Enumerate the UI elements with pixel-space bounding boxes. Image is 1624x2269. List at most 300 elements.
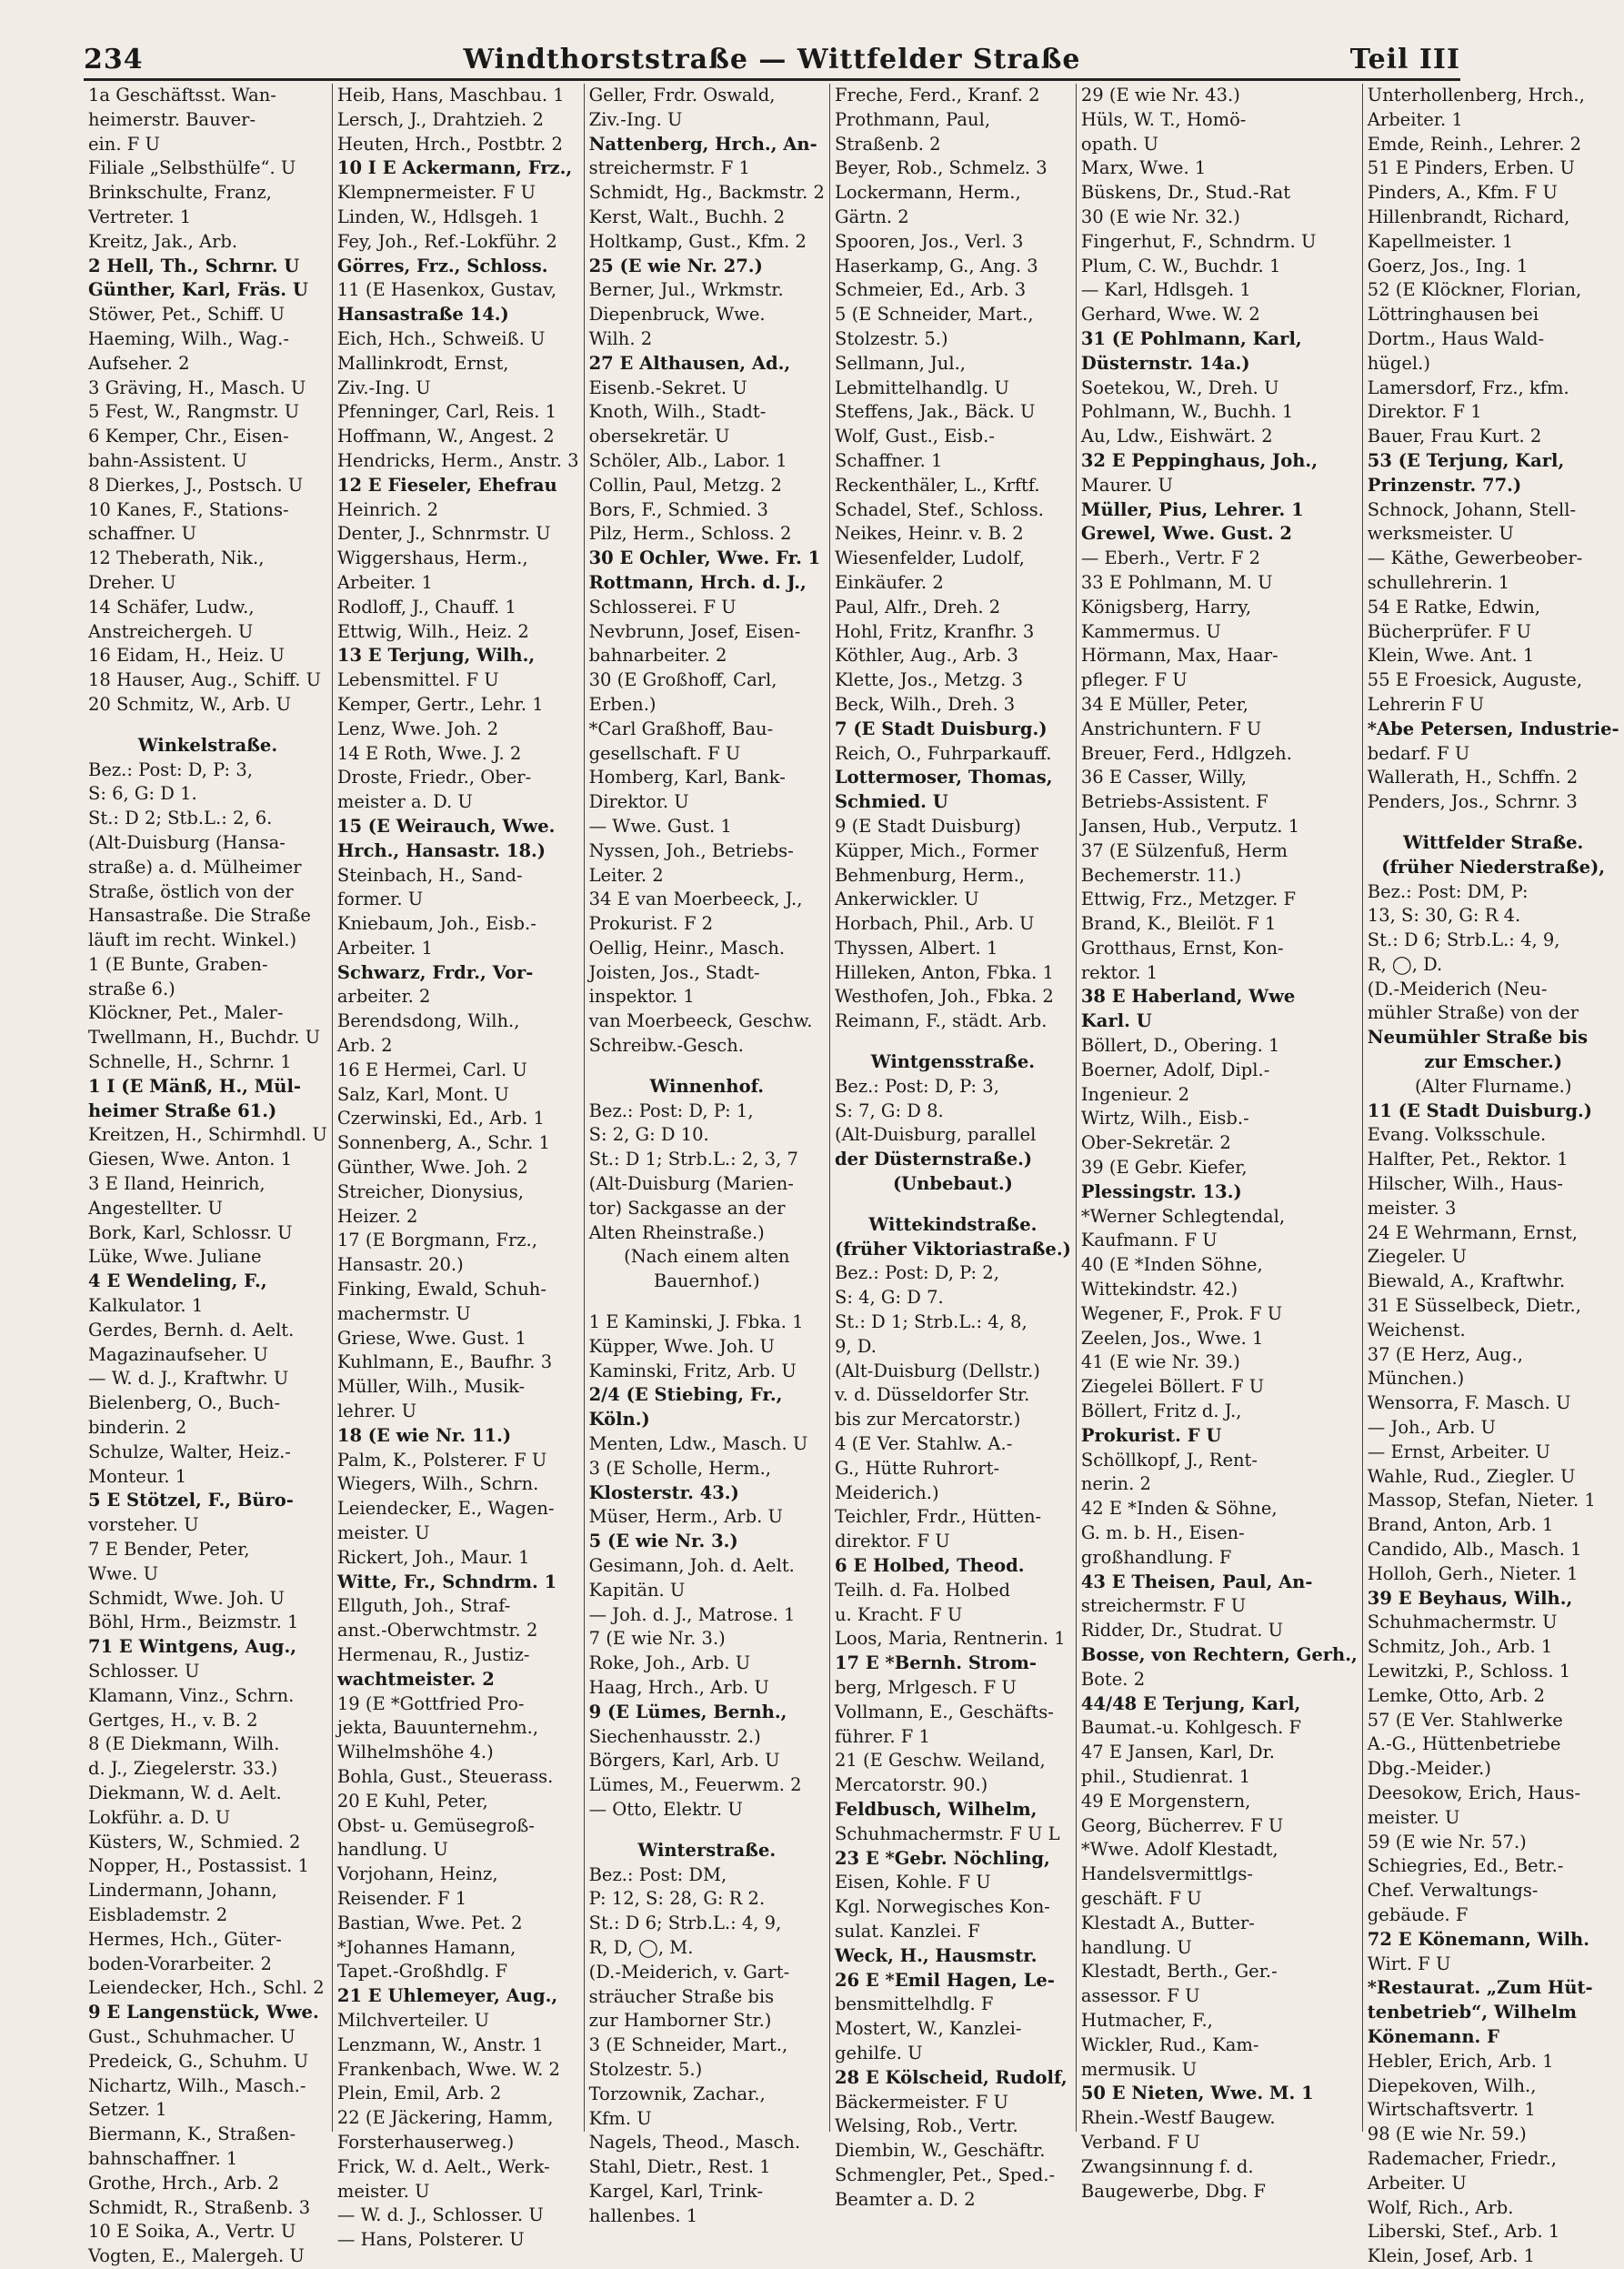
directory-line: vorsteher. U — [88, 1514, 199, 1536]
directory-line: Denter, J., Schnrmstr. U — [336, 523, 551, 545]
directory-line: Eisenb.-Sekret. U — [588, 376, 747, 398]
directory-line: 1a Geschäftsst. Wan- — [88, 85, 276, 105]
directory-line: Schmidt, R., Straßenb. 3 — [88, 2196, 311, 2218]
directory-line: 1 E Kaminski, J. Fbka. 1 — [588, 1311, 804, 1333]
directory-line: Haag, Hrch., Arb. U — [588, 1677, 769, 1698]
directory-line: Gerhard, Wwe. W. 2 — [1080, 304, 1260, 326]
directory-line: Wiesenfelder, Ludolf, — [834, 547, 1025, 569]
directory-line: mühler Straße) von der — [1367, 1002, 1579, 1024]
directory-line: Eich, Hch., Schweiß. U — [336, 327, 546, 349]
directory-line: Unterhollenberg, Hrch., — [1367, 85, 1585, 105]
directory-line: straße) a. d. Mülheimer — [88, 856, 302, 878]
directory-line: Bork, Karl, Schlossr. U — [88, 1221, 293, 1243]
directory-line: Ridder, Dr., Studrat. U — [1080, 1620, 1284, 1642]
directory-line: Könemann. F — [1367, 2025, 1499, 2047]
directory-line: Direktor. F 1 — [1367, 401, 1482, 423]
directory-line: Heinrich. 2 — [336, 498, 439, 520]
directory-line: bedarf. F U — [1367, 742, 1470, 764]
directory-line: Schöler, Alb., Labor. 1 — [588, 449, 787, 471]
directory-line: Klosterstr. 43.) — [588, 1481, 739, 1503]
directory-line: Penders, Jos., Schrnr. 3 — [1367, 791, 1578, 813]
directory-line: Wiegers, Wilh., Schrn. — [336, 1473, 539, 1495]
directory-line: Marx, Wwe. 1 — [1080, 157, 1207, 179]
directory-line: Stolzestr. 5.) — [834, 327, 948, 349]
directory-line: Schnelle, H., Schrnr. 1 — [88, 1051, 292, 1073]
directory-line: Vorjohann, Heinz, — [336, 1863, 498, 1885]
directory-line: phil., Studienrat. 1 — [1080, 1765, 1251, 1787]
directory-line: u. Kracht. F U — [834, 1603, 963, 1625]
directory-line: Verband. F U — [1080, 2131, 1200, 2153]
directory-line: St.: D 6; Strb.L.: 4, 9, — [1367, 929, 1560, 951]
directory-line: Thyssen, Albert. 1 — [834, 937, 998, 959]
directory-line: Eisblademstr. 2 — [88, 1903, 228, 1925]
directory-line: Kaminski, Fritz, Arb. U — [588, 1360, 797, 1381]
directory-line: 9 E Langenstück, Wwe. — [88, 2002, 319, 2023]
directory-line: P: 12, S: 28, G: R 2. — [588, 1888, 766, 1910]
directory-line: Lümes, M., Feuerwm. 2 — [588, 1774, 802, 1796]
directory-line: mermusik. U — [1080, 2058, 1198, 2080]
directory-line: Bauernhof.) — [654, 1270, 760, 1292]
directory-line: 54 E Ratke, Edwin, — [1367, 596, 1540, 617]
directory-line: Maurer. U — [1080, 474, 1173, 496]
directory-line: gesellschaft. F U — [588, 742, 741, 764]
directory-line: Lebmittelhandlg. U — [834, 376, 1009, 398]
directory-line: — Joh., Arb. U — [1367, 1417, 1496, 1439]
directory-line: Kapellmeister. 1 — [1367, 230, 1514, 252]
directory-line: 4 (E Ver. Stahlw. A.- — [834, 1433, 1013, 1455]
directory-line: 13, S: 30, G: R 4. — [1367, 905, 1521, 927]
page-title: Windthorststraße — Wittfelder Straße — [463, 44, 1081, 75]
directory-line: Lottermoser, Thomas, — [834, 767, 1053, 788]
directory-line: Küpper, Wwe. Joh. U — [588, 1335, 775, 1357]
directory-line: Kerst, Walt., Buchh. 2 — [588, 206, 786, 227]
directory-line: binderin. 2 — [88, 1417, 187, 1439]
directory-line: Zwangsinnung f. d. — [1080, 2155, 1254, 2177]
directory-line: Holloh, Gerh., Nieter. 1 — [1367, 1562, 1579, 1584]
directory-line: Lockermann, Herm., — [834, 182, 1021, 204]
directory-line: 52 (E Klöckner, Florian, — [1367, 279, 1582, 301]
directory-line: 24 E Wehrmann, Ernst, — [1367, 1221, 1578, 1243]
directory-line: geschäft. F U — [1080, 1887, 1202, 1909]
directory-line: Wiggershaus, Herm., — [336, 547, 528, 569]
spacer — [589, 1822, 825, 1839]
directory-line: meister. U — [336, 1522, 430, 1544]
directory-line: Kuhlmann, E., Baufhr. 3 — [336, 1351, 553, 1373]
directory-line: Teilh. d. Fa. Holbed — [834, 1579, 1011, 1601]
directory-line: Linden, W., Hdlsgeh. 1 — [336, 206, 540, 227]
directory-line: 30 E Ochler, Wwe. Fr. 1 — [588, 547, 821, 569]
directory-line: Schmitz, Joh., Arb. 1 — [1367, 1636, 1553, 1658]
directory-line: Ziegeler. U — [1367, 1246, 1467, 1268]
directory-line: 44/48 E Terjung, Karl, — [1080, 1692, 1301, 1714]
directory-line: — Käthe, Gewerbeober- — [1367, 547, 1583, 569]
directory-line: Arbeiter. 1 — [336, 571, 433, 593]
directory-line: Börgers, Karl, Arb. U — [588, 1750, 780, 1772]
directory-line: Arbeiter. U — [1367, 2172, 1467, 2194]
directory-line: Teichler, Frdr., Hütten- — [834, 1506, 1042, 1528]
directory-line: 12 Theberath, Nik., — [88, 547, 265, 569]
directory-line: tenbetrieb“, Wilhelm — [1367, 2002, 1577, 2023]
directory-line: Schreibw.-Gesch. — [588, 1035, 744, 1057]
directory-line: Salz, Karl, Mont. U — [336, 1083, 509, 1105]
directory-line: Deesokow, Erich, Haus- — [1367, 1782, 1581, 1803]
directory-line: 13 E Terjung, Wilh., — [336, 645, 536, 667]
directory-line: Beamter a. D. 2 — [834, 2188, 976, 2210]
directory-line: 31 (E Pohlmann, Karl, — [1080, 327, 1302, 349]
directory-line: Kemper, Gertr., Lehr. 1 — [336, 693, 544, 715]
directory-line: Hendricks, Herm., Anstr. 3 — [336, 449, 579, 471]
directory-line: Collin, Paul, Metzg. 2 — [588, 474, 782, 496]
directory-line: Erben.) — [588, 693, 657, 715]
directory-line: Büskens, Dr., Stud.-Rat — [1080, 182, 1291, 204]
directory-line: (Nach einem alten — [624, 1246, 790, 1268]
directory-line: läuft im recht. Winkel.) — [88, 929, 297, 951]
directory-line: straße 6.) — [88, 978, 175, 999]
directory-line: Gerdes, Bernh. d. Aelt. — [88, 1319, 295, 1340]
directory-line: Haeming, Wilh., Wag.- — [88, 327, 289, 349]
directory-line: Joisten, Jos., Stadt- — [588, 961, 760, 983]
directory-line: Prokurist. F U — [1080, 1424, 1222, 1446]
directory-line: obersekretär. U — [588, 426, 730, 447]
directory-line: — Joh. d. J., Matrose. 1 — [588, 1603, 796, 1625]
directory-line: Rottmann, Hrch. d. J., — [588, 571, 807, 593]
directory-line: 33 E Pohlmann, M. U — [1080, 571, 1273, 593]
directory-line: 20 Schmitz, W., Arb. U — [88, 693, 292, 715]
directory-line: Ettwig, Wilh., Heiz. 2 — [336, 620, 529, 642]
directory-line: (Alt-Duisburg (Marien- — [588, 1173, 794, 1195]
page-number: 234 — [84, 44, 144, 75]
directory-line: S: 7, G: D 8. — [834, 1099, 944, 1121]
directory-line: Köthler, Aug., Arb. 3 — [834, 645, 1018, 667]
directory-line: G. m. b. H., Eisen- — [1080, 1522, 1245, 1544]
directory-line: hallenbes. 1 — [588, 2204, 698, 2226]
directory-line: Hansastr. 20.) — [336, 1254, 464, 1276]
directory-line: Bücherprüfer. F U — [1367, 620, 1531, 642]
spacer — [835, 1197, 1071, 1213]
directory-line: 34 E van Moerbeeck, J., — [588, 889, 803, 910]
directory-line: St.: D 1; Strb.L.: 4, 8, — [834, 1311, 1028, 1333]
directory-line: Bohla, Gust., Steuerass. — [336, 1765, 554, 1787]
directory-line: Einkäufer. 2 — [834, 571, 944, 593]
directory-line: Jansen, Hub., Verputz. 1 — [1080, 815, 1300, 837]
directory-line: — Hans, Polsterer. U — [336, 2229, 525, 2251]
directory-line: Brand, Anton, Arb. 1 — [1367, 1514, 1554, 1536]
directory-line: Klette, Jos., Metzg. 3 — [834, 669, 1023, 691]
directory-line: Wensorra, F. Masch. U — [1367, 1392, 1571, 1414]
directory-line: Stöwer, Pet., Schiff. U — [88, 304, 286, 326]
directory-line: 12 E Fieseler, Ehefrau — [336, 474, 557, 496]
directory-line: Küpper, Mich., Former — [834, 839, 1038, 861]
directory-line: Neumühler Straße bis — [1367, 1027, 1589, 1049]
directory-line: Bote. 2 — [1080, 1668, 1146, 1690]
directory-line: 38 E Haberland, Wwe — [1080, 986, 1296, 1008]
directory-line: Mercatorstr. 90.) — [834, 1774, 988, 1796]
directory-line: Lenz, Wwe. Joh. 2 — [336, 718, 499, 739]
directory-line: Milchverteiler. U — [336, 2009, 490, 2031]
directory-line: Reich, O., Fuhrparkauff. — [834, 742, 1052, 764]
directory-line: Finking, Ewald, Schuh- — [336, 1279, 546, 1300]
directory-line: Arbeiter. 1 — [336, 937, 433, 959]
directory-line: Roke, Joh., Arb. U — [588, 1652, 751, 1674]
directory-line: Loos, Maria, Rentnerin. 1 — [834, 1628, 1066, 1650]
directory-line: Dbg.-Meider.) — [1367, 1758, 1491, 1780]
spacer — [1368, 815, 1619, 831]
directory-line: Kfm. U — [588, 2107, 652, 2129]
directory-line: Klestadt A., Butter- — [1080, 1912, 1255, 1933]
directory-line: Ziv.-Ing. U — [588, 108, 683, 130]
directory-line: Dortm., Haus Wald- — [1367, 327, 1545, 349]
directory-line: 14 E Roth, Wwe. J. 2 — [336, 742, 522, 764]
directory-line: 30 (E wie Nr. 32.) — [1080, 206, 1240, 227]
directory-line: Kreitzen, H., Schirmhdl. U — [88, 1124, 327, 1146]
directory-line: Wolf, Gust., Eisb.- — [834, 426, 995, 447]
directory-line: 53 (E Terjung, Karl, — [1367, 449, 1565, 471]
directory-line: Lokführ. a. D. U — [88, 1806, 231, 1828]
directory-line: Welsing, Rob., Vertr. — [834, 2115, 1018, 2137]
directory-line: 5 (E Schneider, Mart., — [834, 304, 1034, 326]
directory-line: 8 (E Diekmann, Wilh. — [88, 1733, 280, 1755]
directory-columns — [84, 84, 1619, 2267]
directory-line: Bielenberg, O., Buch- — [88, 1392, 281, 1414]
directory-line: bensmittelhdlg. F — [834, 1993, 994, 2015]
directory-line: Frankenbach, Wwe. W. 2 — [336, 2058, 560, 2080]
directory-line: 28 E Kölscheid, Rudolf, — [834, 2066, 1068, 2088]
directory-line: Böllert, D., Obering. 1 — [1080, 1035, 1280, 1057]
directory-line: Freche, Ferd., Kranf. 2 — [834, 85, 1040, 105]
directory-line: handlung. U — [1080, 1936, 1192, 1958]
directory-line: 9 (E Lümes, Bernh., — [588, 1701, 787, 1722]
directory-line: v. d. Düsseldorfer Str. — [834, 1384, 1030, 1406]
directory-line: 23 E *Gebr. Nöchling, — [834, 1847, 1050, 1869]
directory-line: 27 E Althausen, Ad., — [588, 352, 791, 374]
directory-line: Setzer. 1 — [88, 2099, 167, 2121]
directory-line: Klein, Wwe. Ant. 1 — [1367, 645, 1535, 667]
directory-line: Hutmacher, F., — [1080, 2009, 1213, 2031]
directory-line: 59 (E wie Nr. 57.) — [1367, 1831, 1527, 1852]
directory-line: Wahle, Rud., Ziegler. U — [1367, 1465, 1576, 1487]
directory-line: Fingerhut, F., Schndrm. U — [1080, 230, 1317, 252]
directory-line: gebäude. F — [1367, 1903, 1469, 1925]
directory-line: Soetekou, W., Dreh. U — [1080, 376, 1279, 398]
directory-line: Twellmann, H., Buchdr. U — [88, 1027, 321, 1049]
directory-line: (Alt-Duisburg, parallel — [834, 1124, 1037, 1146]
directory-line: Giesen, Wwe. Anton. 1 — [88, 1149, 293, 1170]
directory-line: Prothmann, Paul, — [834, 108, 991, 130]
directory-line: schullehrerin. 1 — [1367, 571, 1510, 593]
directory-line: hügel.) — [1367, 352, 1430, 374]
directory-line: 22 (E Jäckering, Hamm, — [336, 2107, 554, 2129]
directory-line: 57 (E Ver. Stahlwerke — [1367, 1709, 1563, 1731]
directory-line: Bez.: Post: D, P: 1, — [588, 1099, 754, 1121]
street-heading: Winkelstraße. — [137, 734, 278, 756]
directory-line: Kgl. Norwegisches Kon- — [834, 1896, 1050, 1918]
directory-line: Kalkulator. 1 — [88, 1295, 204, 1317]
directory-line: Kaufmann. F U — [1080, 1230, 1218, 1251]
directory-line: Angestellter. U — [88, 1197, 223, 1219]
directory-line: 36 E Casser, Willy, — [1080, 767, 1248, 788]
directory-line: Homberg, Karl, Bank- — [588, 767, 786, 788]
directory-line: (D.-Meiderich (Neu- — [1367, 978, 1548, 999]
directory-line: Rademacher, Friedr., — [1367, 2147, 1557, 2169]
directory-line: Wilhelmshöhe 4.) — [336, 1742, 494, 1763]
directory-line: Grothe, Hrch., Arb. 2 — [88, 2172, 280, 2194]
directory-line: Frick, W. d. Aelt., Werk- — [336, 2155, 550, 2177]
directory-line: A.-G., Hüttenbetriebe — [1367, 1733, 1561, 1755]
directory-line: Ankerwickler. U — [834, 889, 979, 910]
directory-line: Weichenst. — [1367, 1319, 1466, 1340]
directory-line: Prokurist. F 2 — [588, 913, 714, 935]
directory-line: Hilscher, Wilh., Haus- — [1367, 1173, 1563, 1195]
directory-line: Hansastraße. Die Straße — [88, 905, 311, 927]
directory-line: Berner, Jul., Wrkmstr. — [588, 279, 784, 301]
directory-line: Weck, H., Hausmstr. — [834, 1944, 1038, 1966]
directory-line: — Wwe. Gust. 1 — [588, 815, 732, 837]
directory-line: Wilh. 2 — [588, 327, 653, 349]
directory-line: Holtkamp, Gust., Kfm. 2 — [588, 230, 807, 252]
directory-line: direktor. F U — [834, 1531, 950, 1552]
directory-line: Klamann, Vinz., Schrn. — [88, 1684, 295, 1706]
spacer — [589, 1294, 825, 1310]
directory-line: Kreitz, Jak., Arb. — [88, 230, 238, 252]
street-heading: Wittekindstraße. — [868, 1213, 1038, 1235]
directory-line: — Eberh., Vertr. F 2 — [1080, 547, 1260, 569]
directory-line: Bauer, Frau Kurt. 2 — [1367, 426, 1542, 447]
directory-line: Bez.: Post: D, P: 2, — [834, 1262, 999, 1284]
directory-line: — Otto, Elektr. U — [588, 1798, 743, 1820]
directory-line: 3 (E Scholle, Herm., — [588, 1457, 771, 1479]
directory-line: Siechenhausstr. 2.) — [588, 1725, 761, 1747]
directory-line: Bosse, von Rechtern, Gerh., — [1080, 1644, 1358, 1665]
directory-line: Bastian, Wwe. Pet. 2 — [336, 1912, 523, 1933]
directory-line: Hoffmann, W., Angest. 2 — [336, 426, 555, 447]
directory-line: Düsternstr. 14a.) — [1080, 352, 1250, 374]
directory-line: 50 E Nieten, Wwe. M. 1 — [1080, 2083, 1314, 2104]
directory-line: Georg, Bücherrev. F U — [1080, 1814, 1284, 1836]
directory-line: Schmengler, Pet., Sped.- — [834, 2164, 1056, 2185]
directory-line: Diekmann, W. d. Aelt. — [88, 1782, 282, 1803]
directory-line: Griese, Wwe. Gust. 1 — [336, 1327, 526, 1349]
directory-line: Reisender. F 1 — [336, 1887, 467, 1909]
directory-line: (D.-Meiderich, v. Gart- — [588, 1961, 790, 1983]
directory-line: Heib, Hans, Maschbau. 1 — [336, 85, 565, 105]
directory-line: Ettwig, Frz., Metzger. F — [1080, 889, 1297, 910]
spacer — [88, 718, 327, 734]
directory-line: 43 E Theisen, Paul, An- — [1080, 1571, 1313, 1592]
directory-line: Lersch, J., Drahtzieh. 2 — [336, 108, 544, 130]
directory-line: Beyer, Rob., Schmelz. 3 — [834, 157, 1048, 179]
directory-line: Wirtschaftsvertr. 1 — [1367, 2099, 1536, 2121]
directory-line: Müller, Pius, Lehrer. 1 — [1080, 498, 1304, 520]
directory-line: Vollmann, E., Geschäfts- — [834, 1701, 1054, 1722]
directory-line: Kapitän. U — [588, 1579, 686, 1601]
directory-line: Beck, Wilh., Dreh. 3 — [834, 693, 1016, 715]
directory-line: Diepenbruck, Wwe. — [588, 304, 766, 326]
directory-line: Ingenieur. 2 — [1080, 1083, 1190, 1105]
directory-line: 10 E Soika, A., Vertr. U — [88, 2221, 296, 2243]
directory-line: Baugewerbe, Dbg. F — [1080, 2180, 1266, 2202]
directory-line: meister. U — [1367, 1806, 1460, 1828]
directory-line: 16 Eidam, H., Heiz. U — [88, 645, 285, 667]
directory-line: Grewel, Wwe. Gust. 2 — [1080, 523, 1293, 545]
directory-line: Schwarz, Frdr., Vor- — [336, 961, 534, 983]
directory-line: Wirt. F U — [1367, 1953, 1451, 1974]
directory-line: werksmeister. U — [1367, 523, 1514, 545]
directory-line: S: 4, G: D 7. — [834, 1287, 944, 1309]
directory-line: Mallinkrodt, Ernst, — [336, 352, 509, 374]
directory-line: sträucher Straße bis — [588, 1985, 775, 2007]
directory-line: (Alter Flurname.) — [1414, 1075, 1572, 1097]
directory-line: Stolzestr. 5.) — [588, 2058, 703, 2080]
directory-line: Czerwinski, Ed., Arb. 1 — [336, 1108, 545, 1129]
directory-line: Wwe. U — [88, 1562, 159, 1584]
directory-line: 42 E *Inden & Söhne, — [1080, 1498, 1278, 1520]
directory-line: bahn-Assistent. U — [88, 449, 247, 471]
directory-line: Neikes, Heinr. v. B. 2 — [834, 523, 1024, 545]
directory-line: Leiter. 2 — [588, 864, 664, 886]
directory-line: Königsberg, Harry, — [1080, 596, 1252, 617]
directory-line: meister. 3 — [1367, 1197, 1457, 1219]
directory-line: Breuer, Ferd., Hdlgzeh. — [1080, 742, 1292, 764]
directory-line: Ellguth, Joh., Straf- — [336, 1595, 511, 1617]
directory-line: Diembin, W., Geschäftr. — [834, 2140, 1046, 2162]
directory-line: 11 (E Hasenkox, Gustav, — [336, 279, 557, 301]
directory-line: jekta, Bauunternehm., — [336, 1717, 539, 1739]
directory-line: Pinders, A., Kfm. F U — [1367, 182, 1558, 204]
directory-line: machermstr. U — [336, 1302, 471, 1324]
directory-line: streichermstr. F U — [1080, 1595, 1247, 1617]
directory-line: Hermes, Hch., Güter- — [88, 1928, 282, 1950]
street-heading: (Unbebaut.) — [892, 1173, 1013, 1195]
directory-column-6 — [1363, 84, 1624, 2267]
directory-line: Handelsvermittlgs- — [1080, 1863, 1253, 1885]
directory-line: *Restaurat. „Zum Hüt- — [1367, 1977, 1593, 1999]
directory-line: Lindermann, Johann, — [88, 1880, 277, 1902]
directory-line: Geller, Frdr. Oswald, — [588, 85, 776, 105]
directory-line: — W. d. J., Schlosser. U — [336, 2204, 544, 2226]
directory-line: Lehrerin F U — [1367, 693, 1485, 715]
directory-line: Plum, C. W., Buchdr. 1 — [1080, 255, 1281, 276]
directory-line: S: 6, G: D 1. — [88, 783, 197, 805]
directory-line: Zeelen, Jos., Wwe. 1 — [1080, 1327, 1264, 1349]
directory-line: Sonnenberg, A., Schr. 1 — [336, 1132, 550, 1154]
directory-line: — Karl, Hdlsgeh. 1 — [1080, 279, 1251, 301]
directory-line: 51 E Pinders, Erben. U — [1367, 157, 1575, 179]
directory-line: Chef. Verwaltungs- — [1367, 1880, 1539, 1902]
directory-line: Paul, Alfr., Dreh. 2 — [834, 596, 1001, 617]
directory-line: Klestadt, Berth., Ger.- — [1080, 1961, 1278, 1983]
directory-line: Schmidt, Wwe. Joh. U — [88, 1587, 285, 1609]
directory-line: Torzownik, Zachar., — [588, 2083, 766, 2104]
directory-line: 5 (E wie Nr. 3.) — [588, 1531, 738, 1552]
directory-line: Alten Rheinstraße.) — [588, 1221, 765, 1243]
directory-line: Betriebs-Assistent. F — [1080, 791, 1268, 813]
directory-line: Lüke, Wwe. Juliane — [88, 1246, 262, 1268]
directory-line: G., Hütte Ruhrort- — [834, 1457, 1000, 1479]
directory-line: 32 E Peppinghaus, Joh., — [1080, 449, 1318, 471]
directory-line: Steinbach, H., Sand- — [336, 864, 523, 886]
directory-line: 18 (E wie Nr. 11.) — [336, 1424, 512, 1446]
directory-line: 41 (E wie Nr. 39.) — [1080, 1351, 1240, 1373]
directory-line: 6 E Holbed, Theod. — [834, 1555, 1025, 1577]
directory-line: Pfenninger, Carl, Reis. 1 — [336, 401, 557, 423]
directory-line: 39 (E Gebr. Kiefer, — [1080, 1157, 1248, 1179]
directory-line: Dreher. U — [88, 571, 176, 593]
directory-line: bis zur Mercatorstr.) — [834, 1409, 1021, 1431]
directory-line: Ziegelei Böllert. F U — [1080, 1376, 1265, 1398]
directory-line: 3 E Iland, Heinrich, — [88, 1173, 266, 1195]
directory-line: 8 Dierkes, J., Postsch. U — [88, 474, 304, 496]
directory-line: Küsters, W., Schmied. 2 — [88, 1831, 301, 1852]
